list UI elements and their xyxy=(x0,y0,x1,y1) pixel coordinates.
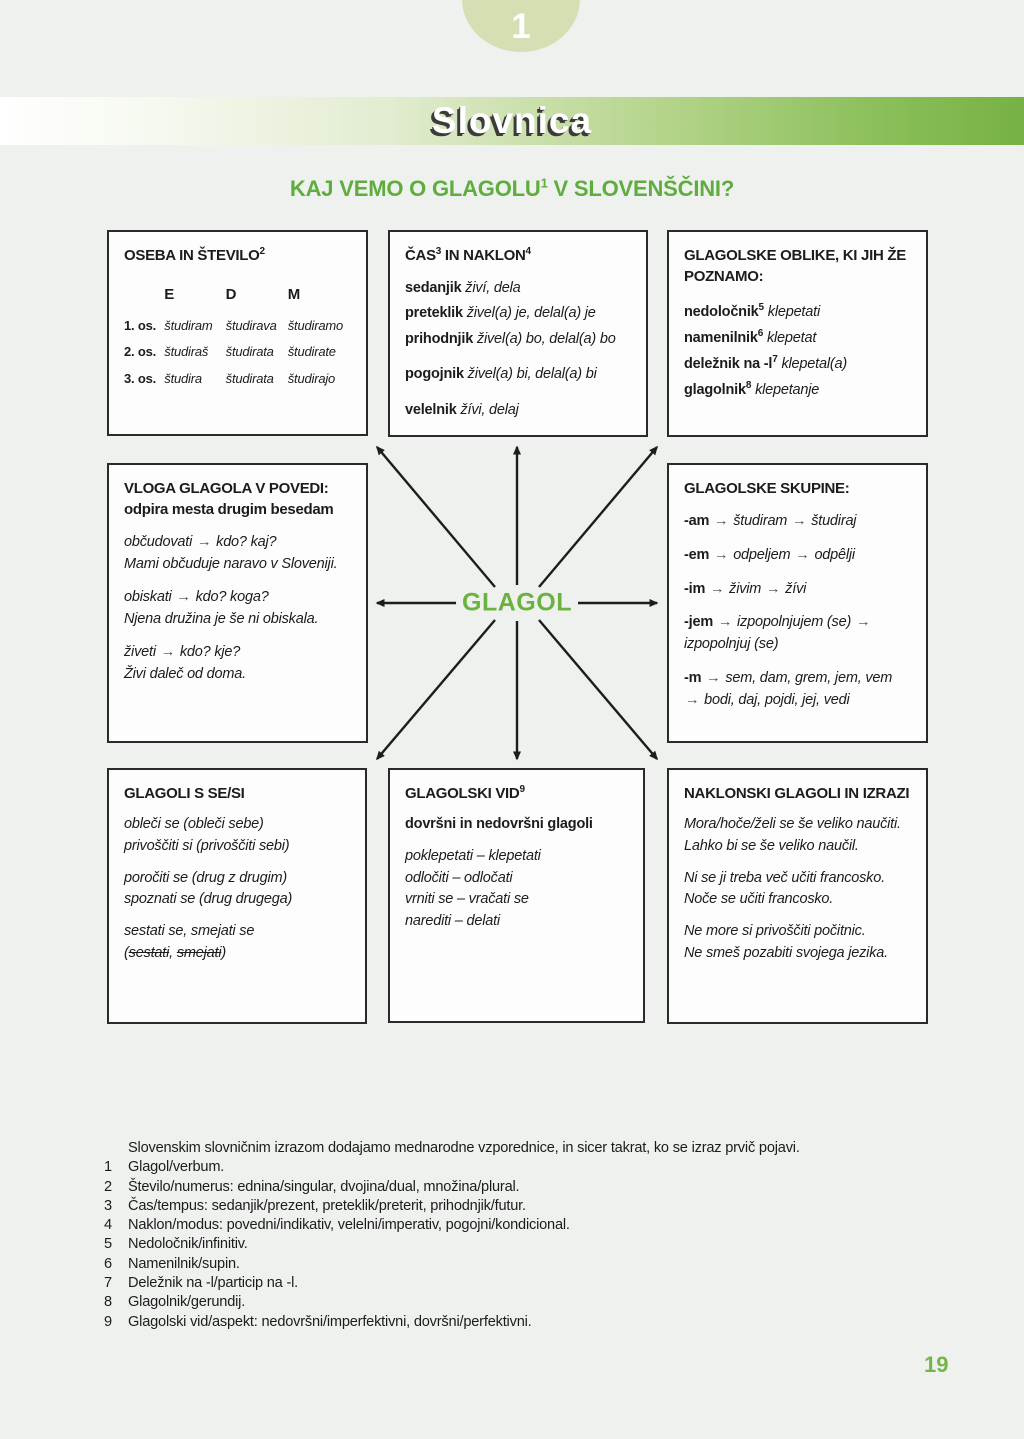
footnote-ref: 3 xyxy=(435,246,442,257)
subtitle-text: KAJ VEMO O GLAGOLU xyxy=(289,176,541,201)
verb-form-row: glagolnik$^8$ klepetanje xyxy=(684,380,820,399)
example-line: spoznati se (drug drugega) xyxy=(124,891,293,908)
arrow-northeast xyxy=(539,447,657,587)
right-arrow-glyph: → xyxy=(717,614,733,631)
right-arrow-glyph: → xyxy=(795,546,810,563)
footnote-text: Glagolnik/gerundij. xyxy=(128,1294,246,1311)
footnote-text: Čas/tempus: sedanjik/prezent, preteklik/preterit, prihodnjik/futur. xyxy=(128,1197,526,1214)
chapter-title: Slovnica xyxy=(431,100,593,141)
example-line: poročiti se (drug z drugim) xyxy=(124,869,288,886)
example-sentence: Živi daleč od doma. xyxy=(124,666,246,683)
example-sentence: Mora/hoče/želi se še veliko naučiti. xyxy=(684,816,901,832)
footnote-number: 4 xyxy=(104,1217,112,1234)
arrow-southwest xyxy=(377,620,495,759)
arrow-northwest xyxy=(377,447,495,587)
example-sentence: Ne more si privoščiti počitnic. xyxy=(684,923,866,939)
table-row: 3. os. študira študirata študirajo xyxy=(124,370,336,386)
footnote-number: 7 xyxy=(104,1275,112,1292)
footnote-number: 6 xyxy=(104,1255,112,1272)
aspect-pair: odločiti – odločati xyxy=(405,869,513,886)
right-arrow-glyph: → xyxy=(176,589,191,606)
right-arrow-glyph: → xyxy=(855,614,871,631)
arrow-southeast xyxy=(539,620,657,759)
verb-group-row: -am → študiram → študiraj xyxy=(684,513,857,529)
right-arrow-glyph: → xyxy=(706,669,721,686)
footnotes-intro: Slovenskim slovničnim izrazom dodajamo mednarodne vzporednice, in sicer takrat, ko se izraz prvič pojavi. xyxy=(128,1140,800,1156)
footnote-text: Naklon/modus: povedni/indikativ, velelni/imperativ, pogojni/kondicional. xyxy=(128,1217,570,1234)
right-arrow-glyph: → xyxy=(792,513,807,529)
subtitle-footnote-ref: 1 xyxy=(540,175,548,191)
col-header-singular: E xyxy=(164,285,175,303)
verb-pattern-group: obiskati → kdo? koga? Njena družina je še ni obiskala. xyxy=(124,586,351,630)
mood-row: velelnik žívi, delaj xyxy=(405,401,519,418)
example-sentence: Ni se ji treba več učiti francosko. xyxy=(684,869,885,886)
box-title: GLAGOLSKI VID$^9$ xyxy=(405,784,525,802)
box-title: GLAGOLSKE SKUPINE: xyxy=(684,480,850,497)
right-arrow-glyph: → xyxy=(714,513,729,529)
tense-row: preteklik živel(a) je, delal(a) je xyxy=(405,305,596,322)
aspect-pair: vrniti se – vračati se xyxy=(405,891,529,908)
example-sentence: Lahko bi se še veliko naučil. xyxy=(684,837,859,854)
right-arrow-glyph: → xyxy=(766,580,781,597)
box-title: NAKLONSKI GLAGOLI IN IZRAZI xyxy=(684,785,910,802)
footnote-number: 2 xyxy=(104,1178,112,1195)
example-line: obleči se (obleči sebe) xyxy=(124,816,264,832)
footnote-ref: 6 xyxy=(757,328,764,340)
aspect-pair: poklepetati – klepetati xyxy=(405,847,541,864)
footnote-text: Namenilnik/supin. xyxy=(128,1255,240,1272)
chapter-number: 1 xyxy=(511,7,531,46)
footnote-number: 8 xyxy=(104,1294,112,1311)
footnote-ref: 2 xyxy=(259,246,265,257)
example-sentence: Njena družina je še ni obiskala. xyxy=(124,611,319,628)
verb-group-row: -im → živim → žívi xyxy=(684,580,807,597)
footnote-ref: 9 xyxy=(519,784,525,795)
aspect-pair: narediti – delati xyxy=(405,913,500,929)
footnote-ref: 4 xyxy=(525,246,531,257)
verb-form-row: deležnik na $-l^7$ klepetal(a) xyxy=(684,354,847,373)
tense-row: sedanjik živí, dela xyxy=(405,280,521,296)
footnote-number: 9 xyxy=(104,1313,112,1330)
verb-form-row: namenilnik$^6$ klepetat xyxy=(684,328,817,347)
footnote-text: Glagol/verbum. xyxy=(128,1159,225,1176)
right-arrow-glyph: → xyxy=(196,534,212,550)
example-line: sestati se, smejati se xyxy=(124,923,255,939)
col-header-plural: M xyxy=(287,285,301,303)
footnote-text: Glagolski vid/aspekt: nedovršni/imperfektivni, dovršni/perfektivni. xyxy=(128,1313,532,1330)
subtitle-text-cont: V SLOVENŠČINI? xyxy=(547,176,735,201)
table-row: 2. os. študiraš študirata študirate xyxy=(124,344,336,359)
right-arrow-glyph: → xyxy=(710,580,725,597)
right-arrow-glyph: → xyxy=(685,691,700,708)
box-title: OSEBA IN ŠTEVILO$^2$ xyxy=(124,246,265,264)
example-sentence: Mami občuduje naravo v Sloveniji. xyxy=(124,556,338,573)
footnote-ref: 8 xyxy=(745,380,752,392)
box-subtitle: dovršni in nedovršni glagoli xyxy=(405,816,593,832)
box-title: GLAGOLSKE OBLIKE, KI JIH ŽE POZNAMO: xyxy=(684,247,906,285)
verb-pattern-group: živeti → kdo? kje? Živi daleč od doma. xyxy=(124,641,351,685)
footnote-number: 5 xyxy=(104,1236,112,1253)
box-title: GLAGOLI S SE/SI xyxy=(124,785,245,802)
verb-form-row: nedoločnik$^5$ klepetati xyxy=(684,302,820,320)
footnote-text: Nedoločnik/infinitiv. xyxy=(128,1236,248,1253)
footnote-number: 3 xyxy=(104,1197,112,1214)
example-line-strikethrough: (sestati, smejati) xyxy=(124,944,226,961)
footnote-text: Število/numerus: ednina/singular, dvojina/dual, množina/plural. xyxy=(128,1178,520,1195)
box-title: ČAS$^3$ IN NAKLON$^4$ xyxy=(405,246,531,264)
col-header-dual: D xyxy=(225,285,237,303)
verb-group-row: -em → odpeljem → odpêlji xyxy=(684,546,855,563)
footnote-text: Deležnik na -l/particip na -l. xyxy=(128,1275,299,1292)
verb-group-row: -m → sem, dam, grem, jem, vem → bodi, daj, pojdi, jej, vedi xyxy=(684,669,893,708)
box-title: VLOGA GLAGOLA V POVEDI: odpira mesta drugim besedam xyxy=(124,480,334,518)
verb-pattern-group: občudovati → kdo? kaj? Mami občuduje naravo v Sloveniji. xyxy=(124,531,351,575)
diagram-center-label: GLAGOL xyxy=(456,589,578,618)
footnote-ref: 5 xyxy=(758,302,764,314)
right-arrow-glyph: → xyxy=(714,546,729,563)
mood-row: pogojnik živel(a) bi, delal(a) bi xyxy=(405,366,597,383)
struck-word: smejati xyxy=(176,944,222,961)
struck-word: sestati xyxy=(128,944,170,961)
verb-group-row: -jem → izpopolnjujem (se) → izpopolnjuj (se) xyxy=(684,614,871,652)
footnote-number: 1 xyxy=(104,1159,112,1176)
example-sentence: Ne smeš pozabiti svojega jezika. xyxy=(684,944,888,961)
example-line: privoščiti si (privoščiti sebi) xyxy=(124,837,290,854)
example-sentence: Noče se učiti francosko. xyxy=(684,891,834,908)
right-arrow-glyph: → xyxy=(160,644,175,661)
page-number: 19 xyxy=(924,1352,949,1377)
footnote-ref: 7 xyxy=(772,354,778,366)
tense-row: prihodnjik živel(a) bo, delal(a) bo xyxy=(405,330,616,347)
table-row: 1. os. študiram študirava študiramo xyxy=(124,317,344,333)
